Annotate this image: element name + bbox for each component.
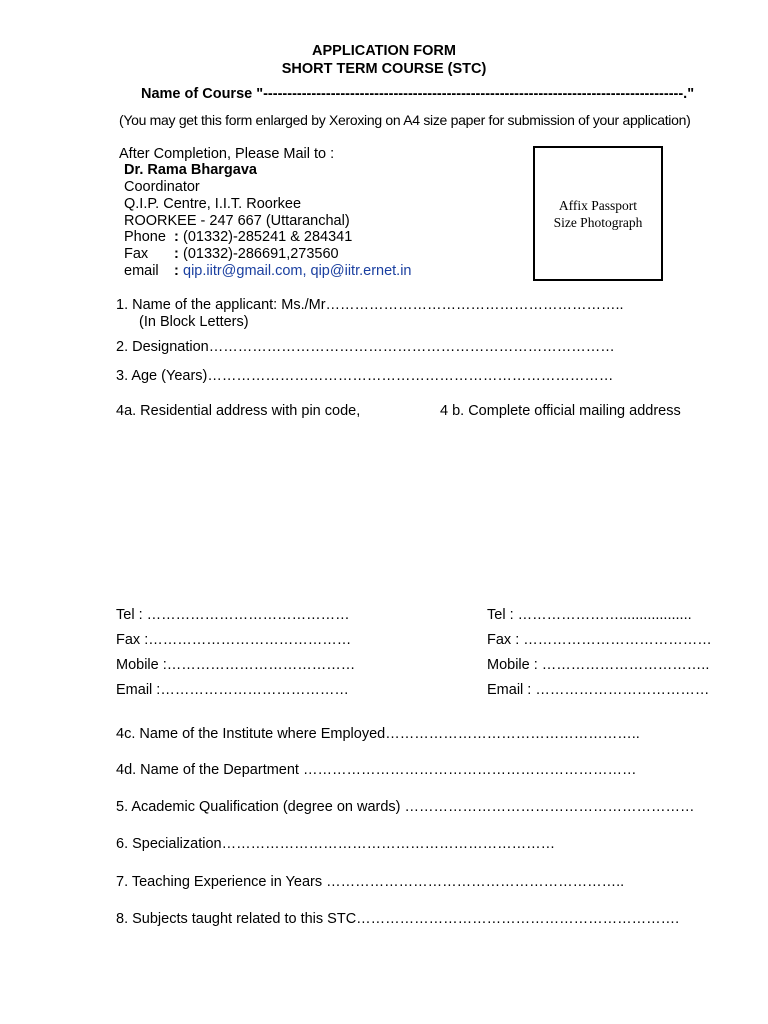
email-link[interactable]: qip.iitr@gmail.com, qip@iitr.ernet.in (183, 263, 412, 279)
form-subtitle: SHORT TERM COURSE (STC) (281, 61, 487, 77)
passport-photo-box (533, 146, 663, 281)
coordinator-name: Dr. Rama Bhargava (124, 162, 257, 178)
field-official-address[interactable]: 4 b. Complete official mailing address (440, 403, 681, 419)
field-department[interactable]: 4d. Name of the Department …………………………………………………………… (116, 762, 637, 778)
email-colon: : (174, 263, 179, 279)
enlarge-note: (You may get this form enlarged by Xeroxing on A4 size paper for submission of your application) (119, 112, 691, 128)
right-mobile[interactable]: Mobile : …………………………….. (487, 657, 710, 673)
fax-colon: : (174, 246, 179, 262)
field-specialization[interactable]: 6. Specialization…………………………………………………………… (116, 836, 556, 852)
block-letters-note: (In Block Letters) (139, 314, 249, 330)
left-fax[interactable]: Fax :…………………………………… (116, 632, 352, 648)
field-teaching-experience[interactable]: 7. Teaching Experience in Years …………………………………………………….. (116, 874, 625, 890)
field-residential-address[interactable]: 4a. Residential address with pin code, (116, 403, 361, 419)
fax-label: Fax (124, 246, 149, 262)
left-email[interactable]: Email :………………………………… (116, 682, 349, 698)
field-designation[interactable]: 2. Designation………………………………………………………………………… (116, 339, 615, 355)
phone-label: Phone (124, 229, 166, 245)
right-email[interactable]: Email : ……………………………… (487, 682, 710, 698)
email-label: email (124, 263, 159, 279)
left-tel[interactable]: Tel : …………………………………… (116, 607, 350, 623)
field-institute[interactable]: 4c. Name of the Institute where Employed…………………………………………….. (116, 726, 640, 742)
coordinator-city: ROORKEE - 247 667 (Uttaranchal) (124, 213, 350, 229)
coordinator-role: Coordinator (124, 179, 200, 195)
photo-box-line1: Affix Passport (558, 197, 638, 213)
form-title: APPLICATION FORM (312, 43, 456, 59)
left-mobile[interactable]: Mobile :………………………………… (116, 657, 356, 673)
phone-colon: : (174, 229, 179, 245)
coordinator-org: Q.I.P. Centre, I.I.T. Roorkee (124, 196, 302, 212)
field-applicant-name[interactable]: 1. Name of the applicant: Ms./Mr…………………………………………………….. (116, 297, 624, 313)
phone-value: (01332)-285241 & 284341 (183, 229, 353, 245)
photo-box-line2: Size Photograph (553, 214, 643, 230)
field-qualification[interactable]: 5. Academic Qualification (degree on wards) …………………………………………………… (116, 799, 695, 815)
right-tel[interactable]: Tel : ………………….................. (487, 607, 692, 623)
field-age[interactable]: 3. Age (Years)………………………………………………………………………… (116, 368, 614, 384)
right-fax[interactable]: Fax : ………………………………… (487, 632, 712, 648)
mail-to-intro: After Completion, Please Mail to : (119, 146, 335, 162)
fax-value: (01332)-286691,273560 (183, 246, 339, 262)
field-subjects-taught[interactable]: 8. Subjects taught related to this STC…………………………………………………………. (116, 911, 680, 927)
course-name-line: Name of Course "---------------------------------------------------------------------------------------." (141, 86, 695, 102)
